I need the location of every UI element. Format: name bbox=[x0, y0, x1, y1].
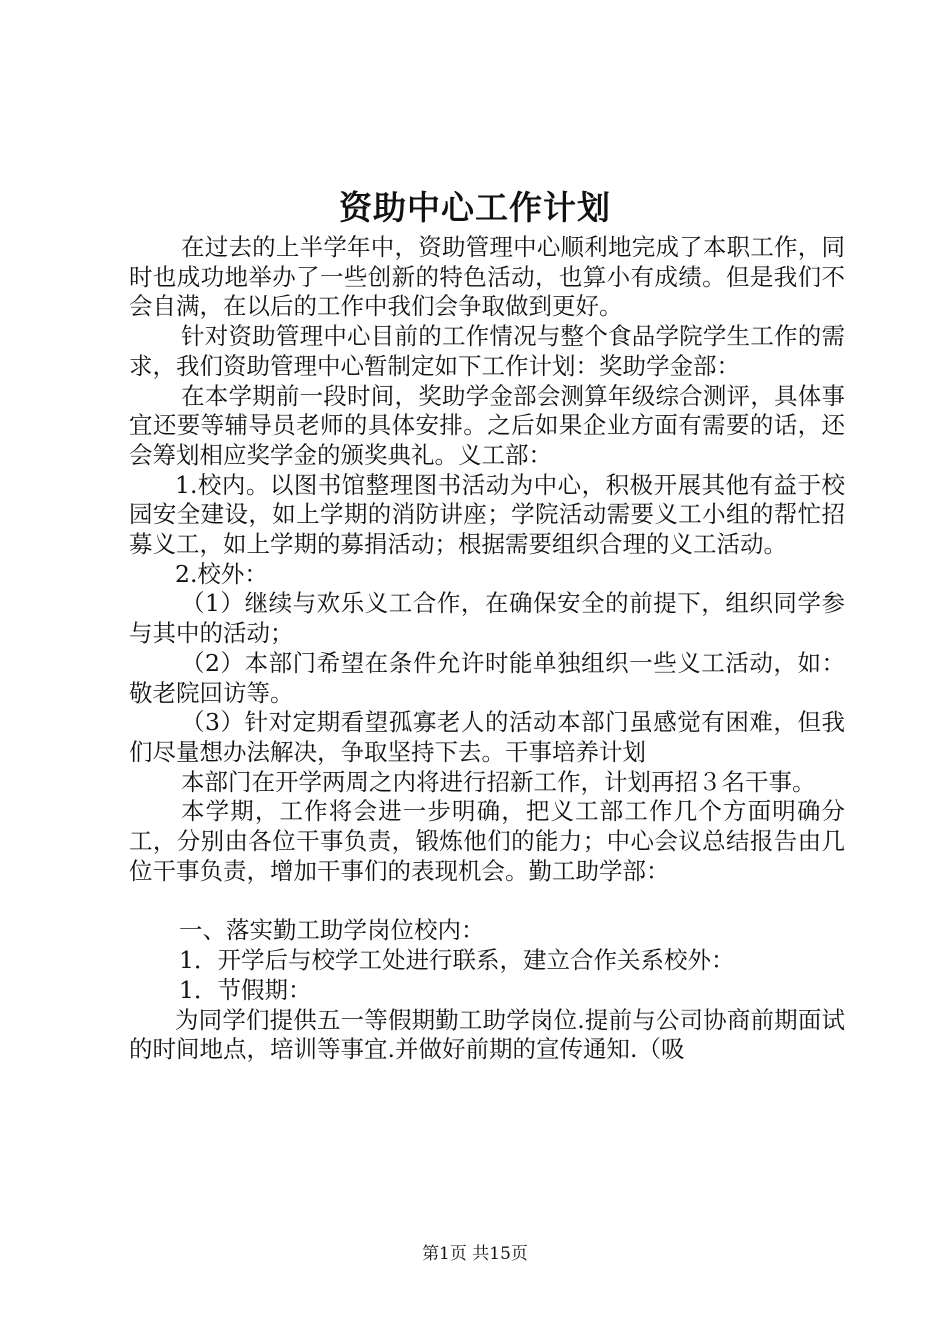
paragraph-item-2: （2）本部门希望在条件允许时能单独组织一些义工活动，如：敬老院回访等。 bbox=[129, 648, 845, 707]
paragraph-division-of-work: 本学期，工作将会进一步明确，把义工部工作几个方面明确分工，分别由各位干事负责，锻炼他们的能力；中心会议总结报告由几位干事负责，增加干事们的表现机会。勤工助学部： bbox=[129, 797, 845, 885]
paragraph-section-one: 一、落实勤工助学岗位校内： bbox=[179, 916, 485, 945]
page-title: 资助中心工作计划 bbox=[339, 188, 611, 227]
paragraph-intro: 在过去的上半学年中，资助管理中心顺利地完成了本职工作，同时也成功地举办了一些创新的特色活动，也算小有成绩。但是我们不会自满，在以后的工作中我们会争取做到更好。 bbox=[129, 233, 845, 321]
paragraph-scholarship-dept: 在本学期前一段时间，奖助学金部会测算年级综合测评，具体事宜还要等辅导员老师的具体安排。之后如果企业方面有需要的话，还会筹划相应奖学金的颁奖典礼。义工部： bbox=[129, 381, 845, 469]
paragraph-step-contact: 1．开学后与校学工处进行联系，建立合作关系校外： bbox=[179, 946, 735, 975]
page-number-footer: 第1页 共15页 bbox=[422, 1244, 528, 1264]
document-body bbox=[129, 233, 845, 1065]
paragraph-item-1: （1）继续与欢乐义工合作，在确保安全的前提下，组织同学参与其中的活动； bbox=[129, 589, 845, 648]
paragraph-plan-overview: 针对资助管理中心目前的工作情况与整个食品学院学生工作的需求，我们资助管理中心暂制定如下工作计划：奖助学金部： bbox=[129, 322, 845, 380]
paragraph-recruitment: 本部门在开学两周之内将进行招新工作，计划再招３名干事。 bbox=[181, 767, 816, 796]
paragraph-item-3: （3）针对定期看望孤寡老人的活动本部门虽感觉有困难，但我们尽量想办法解决，争取坚持下去。干事培养计划 bbox=[129, 708, 845, 766]
paragraph-step-holiday: 1．节假期： bbox=[179, 975, 312, 1004]
paragraph-holiday-jobs: 为同学们提供五一等假期勤工助学岗位.提前与公司协商前期面试的时间地点，培训等事宜.并做好前期的宣传通知.（吸 bbox=[129, 1005, 845, 1064]
paragraph-off-campus: 2.校外： bbox=[175, 559, 268, 588]
paragraph-on-campus: 1.校内。以图书馆整理图书活动为中心，积极开展其他有益于校园安全建设，如上学期的消防讲座；学院活动需要义工小组的帮忙招募义工，如上学期的募捐活动；根据需要组织合理的义工活动。 bbox=[129, 470, 845, 559]
